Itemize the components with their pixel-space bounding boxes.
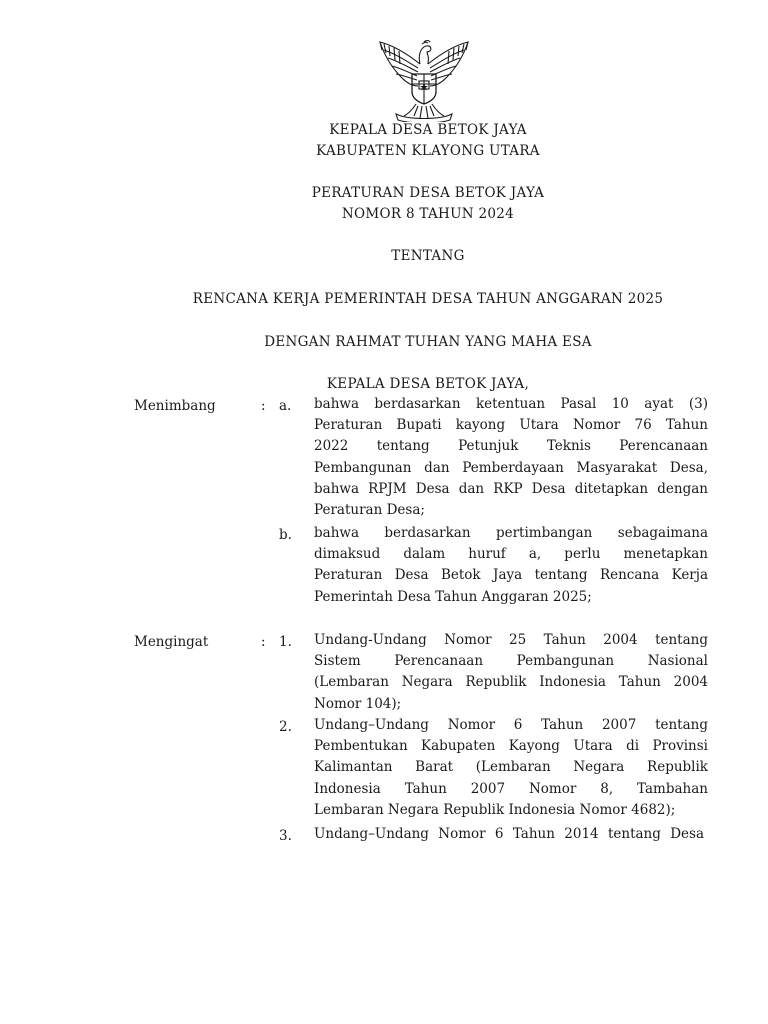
mengingat-1-line: (Lembaran Negara Republik Indonesia Tahun 2004	[314, 674, 708, 691]
menimbang-item-a	[314, 394, 708, 521]
about-heading: TENTANG	[391, 248, 465, 264]
enactor-line: KEPALA DESA BETOK JAYA,	[326, 376, 530, 392]
blessing-line: DENGAN RAHMAT TUHAN YANG MAHA ESA	[264, 334, 592, 350]
regulation-title: PERATURAN DESA BETOK JAYA	[311, 185, 545, 201]
mengingat-item-1	[314, 630, 708, 715]
mengingat-label: Mengingat	[134, 634, 209, 650]
mengingat-1-line: Undang-Undang Nomor 25 Tahun 2004 tentang	[314, 632, 708, 648]
menimbang-b-line: Peraturan Desa Betok Jaya tentang Rencana Kerja	[314, 567, 708, 584]
mengingat-item-2	[314, 715, 708, 821]
menimbang-item-marker: b.	[279, 527, 292, 543]
menimbang-a-line: 2022 tentang Petunjuk Teknis Perencanaan	[314, 438, 708, 455]
mengingat-2-line: Pembentukan Kabupaten Kayong Utara di Provinsi	[314, 738, 708, 755]
mengingat-1-line: Sistem Perencanaan Pembangunan Nasional	[314, 653, 708, 670]
mengingat-item-marker: 3.	[279, 828, 292, 844]
menimbang-item-marker: a.	[279, 398, 292, 414]
garuda-emblem	[372, 34, 476, 122]
mengingat-1-line: Nomor 104);	[314, 695, 402, 712]
mengingat-item-marker: 2.	[279, 719, 292, 735]
regulation-number: NOMOR 8 TAHUN 2024	[341, 206, 515, 222]
menimbang-label: Menimbang	[134, 398, 216, 414]
mengingat-2-line: Kalimantan Barat (Lembaran Negara Republik	[314, 759, 708, 776]
menimbang-a-line: Peraturan Desa;	[314, 502, 425, 519]
menimbang-item-b	[314, 523, 708, 608]
mengingat-3-line: Undang–Undang Nomor 6 Tahun 2014 tentang Desa	[314, 826, 704, 842]
mengingat-colon: :	[261, 634, 266, 650]
mengingat-2-line: Undang–Undang Nomor 6 Tahun 2007 tentang	[314, 717, 708, 733]
menimbang-b-line: dimaksud dalam huruf a, perlu menetapkan	[314, 546, 708, 563]
issuer-regency: KABUPATEN KLAYONG UTARA	[316, 143, 540, 159]
mengingat-2-line: Indonesia Tahun 2007 Nomor 8, Tambahan	[314, 780, 708, 797]
menimbang-b-line: Pemerintah Desa Tahun Anggaran 2025;	[314, 588, 592, 605]
issuer-title: KEPALA DESA BETOK JAYA	[329, 122, 527, 138]
regulation-subject: RENCANA KERJA PEMERINTAH DESA TAHUN ANGGARAN 2025	[192, 291, 664, 307]
menimbang-a-line: bahwa berdasarkan ketentuan Pasal 10 ayat (3)	[314, 396, 708, 412]
mengingat-item-3	[314, 824, 704, 845]
menimbang-b-line: bahwa berdasarkan pertimbangan sebagaimana	[314, 525, 708, 541]
menimbang-colon: :	[261, 398, 266, 414]
mengingat-item-marker: 1.	[279, 634, 292, 650]
menimbang-a-line: Pembangunan dan Pemberdayaan Masyarakat Desa,	[314, 459, 708, 476]
menimbang-a-line: Peraturan Bupati kayong Utara Nomor 76 Tahun	[314, 417, 708, 434]
menimbang-a-line: bahwa RPJM Desa dan RKP Desa ditetapkan dengan	[314, 480, 708, 497]
mengingat-2-line: Lembaran Negara Republik Indonesia Nomor 4682);	[314, 801, 676, 818]
